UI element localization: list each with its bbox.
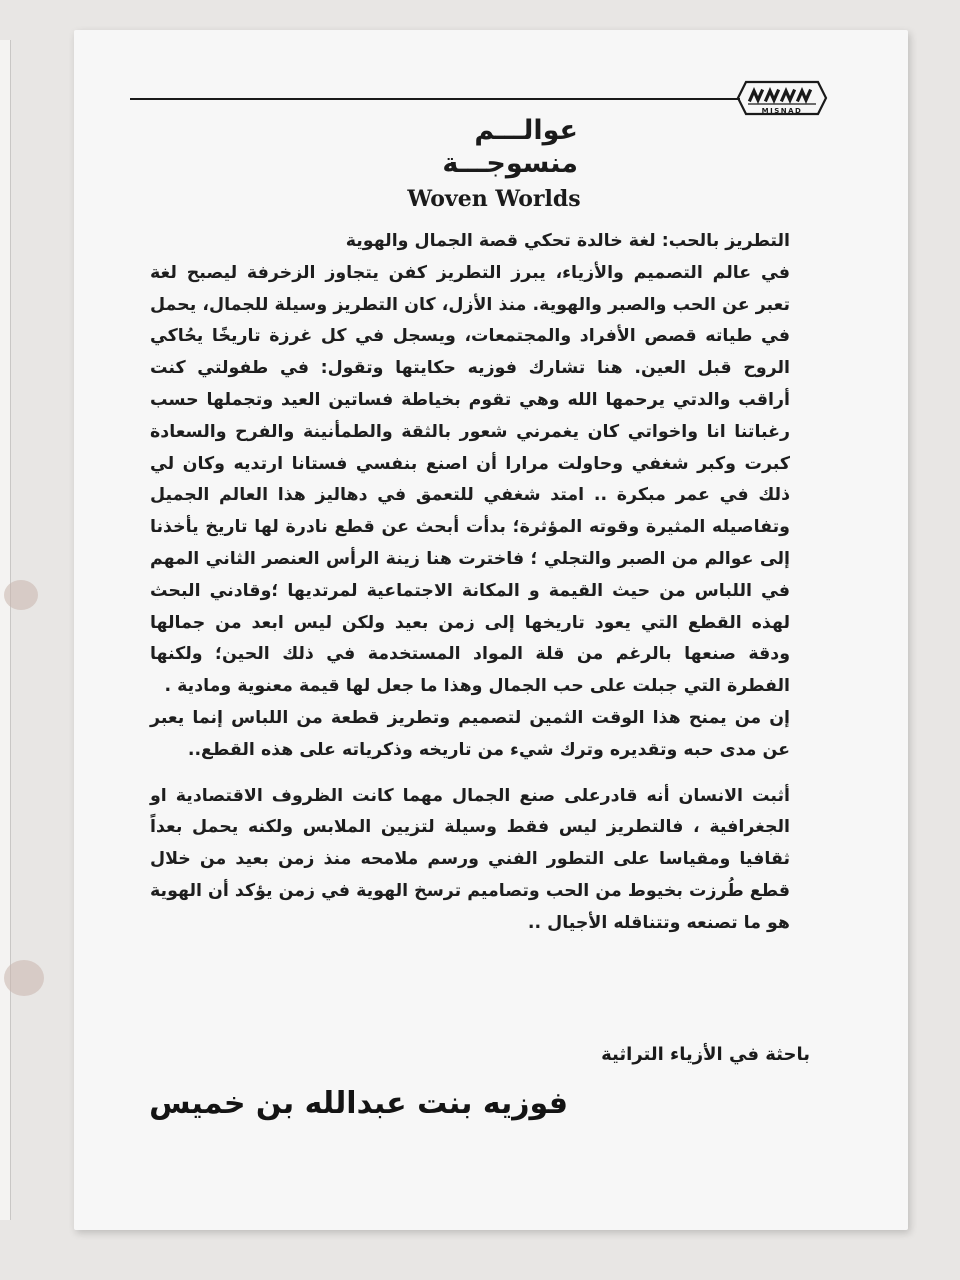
title-arabic-line1: عوالـــم <box>474 115 578 146</box>
title-arabic <box>278 114 578 180</box>
exhibition-panel <box>74 30 908 1230</box>
article-body <box>150 226 790 940</box>
author-name: فوزيه بنت عبدالله بن خميس <box>149 1086 568 1121</box>
title-english: Woven Worlds <box>407 186 581 212</box>
article-heading: التطريز بالحب: لغة خالدة تحكي قصة الجمال والهوية <box>345 231 790 251</box>
header-rule <box>130 98 740 100</box>
wall-mark <box>4 580 38 610</box>
article-paragraph-2: إن من يمنح هذا الوقت الثمين لتصميم وتطريز قطعة من اللباس إنما يعبر عن مدى حبه وتقديره وترك شيء من تاريخه وذكرياته على هذه القطع.. <box>150 707 790 760</box>
title-arabic-line2: منسوجـــة <box>442 148 578 179</box>
adjacent-panel-edge <box>0 40 11 1220</box>
logo-wordmark: MISNAD <box>761 107 803 115</box>
article-paragraph-3: أثبت الانسان أنه قادرعلى صنع الجمال مهما كانت الظروف الاقتصادية او الجغرافية ، فالتطريز ليس فقط وسيلة لتزيين الملابس ولكنه يحمل بعداً ثقافيا ومقياسا على التطور الفني ورسم ملامحه منذ زمن بعيد من خلال قطع طُرزت بخيوط من الحب وتصاميم ترسخ الهوية في زمن يؤكد أن الهوية هو ما تصنعه وتتناقله الأجيال .. <box>150 785 790 933</box>
author-role: باحثة في الأزياء التراثية <box>601 1044 810 1065</box>
article-paragraph-1: في عالم التصميم والأزياء، يبرز التطريز كفن يتجاوز الزخرفة ليصبح لغة تعبر عن الحب والصبر والهوية. منذ الأزل، كان التطريز وسيلة للجمال، يحمل في طياته قصص الأفراد والمجتمعات، ويسجل في كل غرزة تاريخًا يحُاكي الروح قبل العين. هنا تشارك فوزيه حكايتها وتقول: في طفولتي كنت أراقب والدتي يرحمها الله وهي تقوم بخياطة فساتين العيد وتجملها حسب رغباتنا انا واخواتي كان يغمرني شعور بالثقة والطمأنينة والفرح والسعادة كبرت وكبر شغفي وحاولت مرارا أن اصنع بنفسي فستانا ارتديه وكان لي ذلك في عمر مبكرة .. امتد شغفي للتعمق في دهاليز هذا العالم الجميل وتفاصيله المثيرة وقوته المؤثرة؛ بدأت أبحث عن قطع نادرة لها تاريخ يأخذنا إلى عوالم من الصبر والتجلي ؛ فاخترت هنا زينة الرأس العنصر الثاني المهم في اللباس من حيث القيمة و المكانة الاجتماعية لمرتديها ؛وقادني البحث لهذه القطع التي يعود تاريخها إلى زمن بعيد ولكن ليس ابعد من جمالها ودقة صنعها بالرغم من قلة المواد المستخدمة في ذلك الحين؛ ولكنها الفطرة التي جبلت على حب الجمال وهذا ما جعل لها قيمة معنوية ومادية . <box>150 262 790 697</box>
wall-mark <box>4 960 44 996</box>
